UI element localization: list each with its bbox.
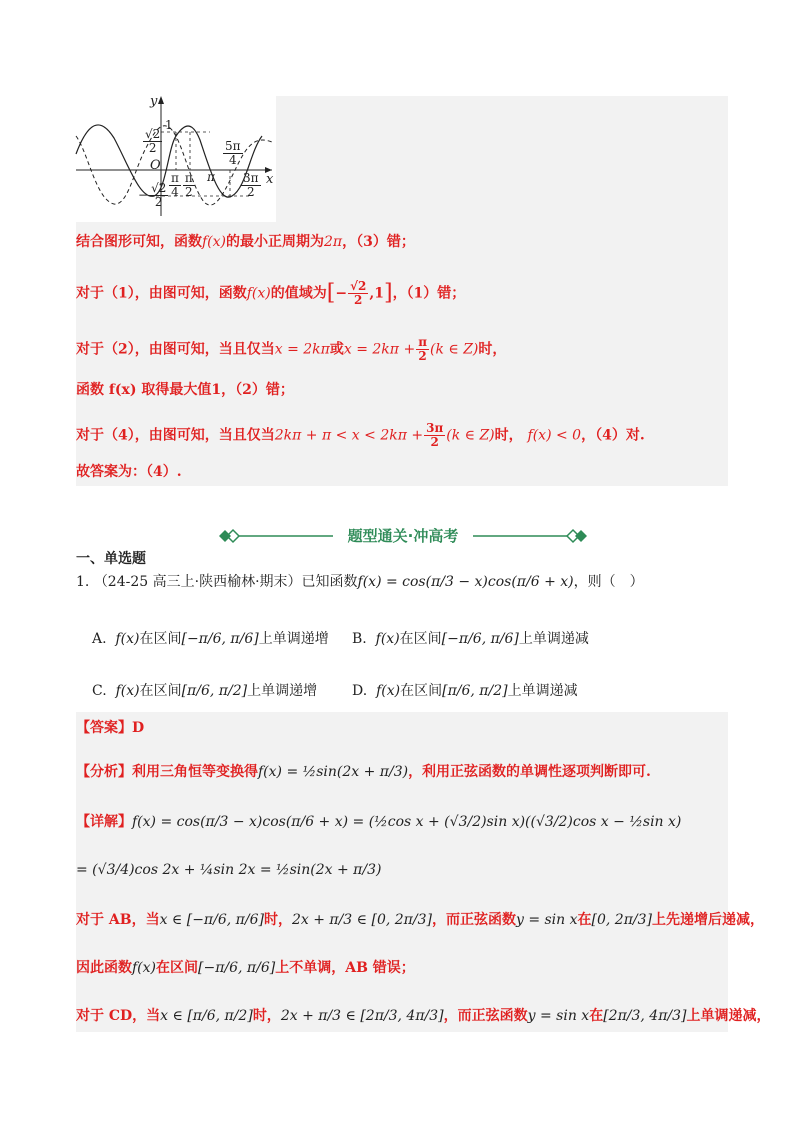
- graph-y-label: y: [150, 94, 158, 109]
- y-axis-arrow: [158, 96, 164, 104]
- graph-pi4: $\frac{\pi}{4}$ $\frac{\pi}{2}$: [171, 171, 193, 199]
- option-c[interactable]: C. f(x)在区间[π/6, π/2]上单调递增: [92, 683, 318, 699]
- solution-background: [276, 96, 728, 222]
- option-d[interactable]: D. f(x)在区间[π/6, π/2]上单调递减: [352, 683, 578, 699]
- solution-line-negative: 对于（4），由图可知，当且仅当2kπ + π < x < 2kπ + $\frac{3\pi}{2}$ (k ∈ Z)时， f(x) < 0，（4）对.: [76, 421, 645, 449]
- analysis-line: 【分析】利用三角恒等变换得f(x) = ½sin(2x + π/3)，利用正弦函数的单调性逐项判断即可.: [76, 764, 651, 780]
- graph-5pi4: $\frac{5\pi}{4}$: [225, 139, 241, 167]
- section-banner: [215, 524, 591, 548]
- detail-line-2: = (√3/4)cos 2x + ¼sin 2x = ½sin(2x + π/3): [76, 862, 382, 878]
- graph-pi: π: [207, 170, 215, 184]
- graph-origin: O: [150, 158, 161, 173]
- cd-analysis-line: 对于 CD，当x ∈ [π/6, π/2]时，2x + π/3 ∈ [2π/3, 4π/3]，而正弦函数y = sin x在[2π/3, 4π/3]上单调递减，: [76, 1008, 771, 1024]
- detail-line-1: 【详解】f(x) = cos(π/3 − x)cos(π/6 + x) = (½cos x + (√3/2)sin x)((√3/2)cos x − ½sin x): [76, 814, 682, 830]
- solution-line-answer: 故答案为：（4）.: [76, 464, 182, 480]
- solution-line-max-condition: 对于（2），由图可知，当且仅当x = 2kπ或x = 2kπ + $\frac{\pi}{2}$ (k ∈ Z)时，: [76, 335, 507, 363]
- question-stem: 1. （24-25 高三上·陕西榆林·期末）已知函数f(x) = cos(π/3 − x)cos(π/6 + x)，则（ ）: [76, 574, 644, 590]
- ab-conclusion-line: 因此函数f(x)在区间[−π/6, π/6]上不单调，AB 错误；: [76, 960, 415, 976]
- solution-line-max-value: 函数 f(x) 取得最大值1，（2）错；: [76, 382, 294, 398]
- solution-line-period: 结合图形可知，函数f(x)的最小正周期为2π，（3）错；: [76, 234, 415, 250]
- graph-sqrt2-neg: − $\frac{√2}{2}$: [138, 181, 167, 209]
- option-a[interactable]: A. f(x)在区间[−π/6, π/6]上单调递增: [92, 631, 329, 647]
- sine-graph: [70, 92, 276, 220]
- option-b[interactable]: B. f(x)在区间[−π/6, π/6]上单调递减: [352, 631, 589, 647]
- banner-title: 题型通关·冲高考: [347, 527, 459, 545]
- graph-x-label: x: [266, 172, 274, 187]
- graph-sqrt2-pos: $\frac{√2}{2}$: [145, 127, 161, 155]
- graph-top-value: 1: [165, 118, 173, 132]
- answer-line: 【答案】D: [76, 720, 145, 736]
- ab-analysis-line: 对于 AB，当x ∈ [−π/6, π/6]时，2x + π/3 ∈ [0, 2π/3]，而正弦函数y = sin x在[0, 2π/3]上先递增后递减，: [76, 912, 764, 928]
- section-title: 一、单选题: [76, 551, 146, 567]
- graph-3pi2: $\frac{3\pi}{2}$: [243, 171, 259, 199]
- solution-line-range: 对于（1），由图可知，函数f(x)的值域为[− $\frac{√2}{2}$ ,1]，（1）错；: [76, 279, 466, 307]
